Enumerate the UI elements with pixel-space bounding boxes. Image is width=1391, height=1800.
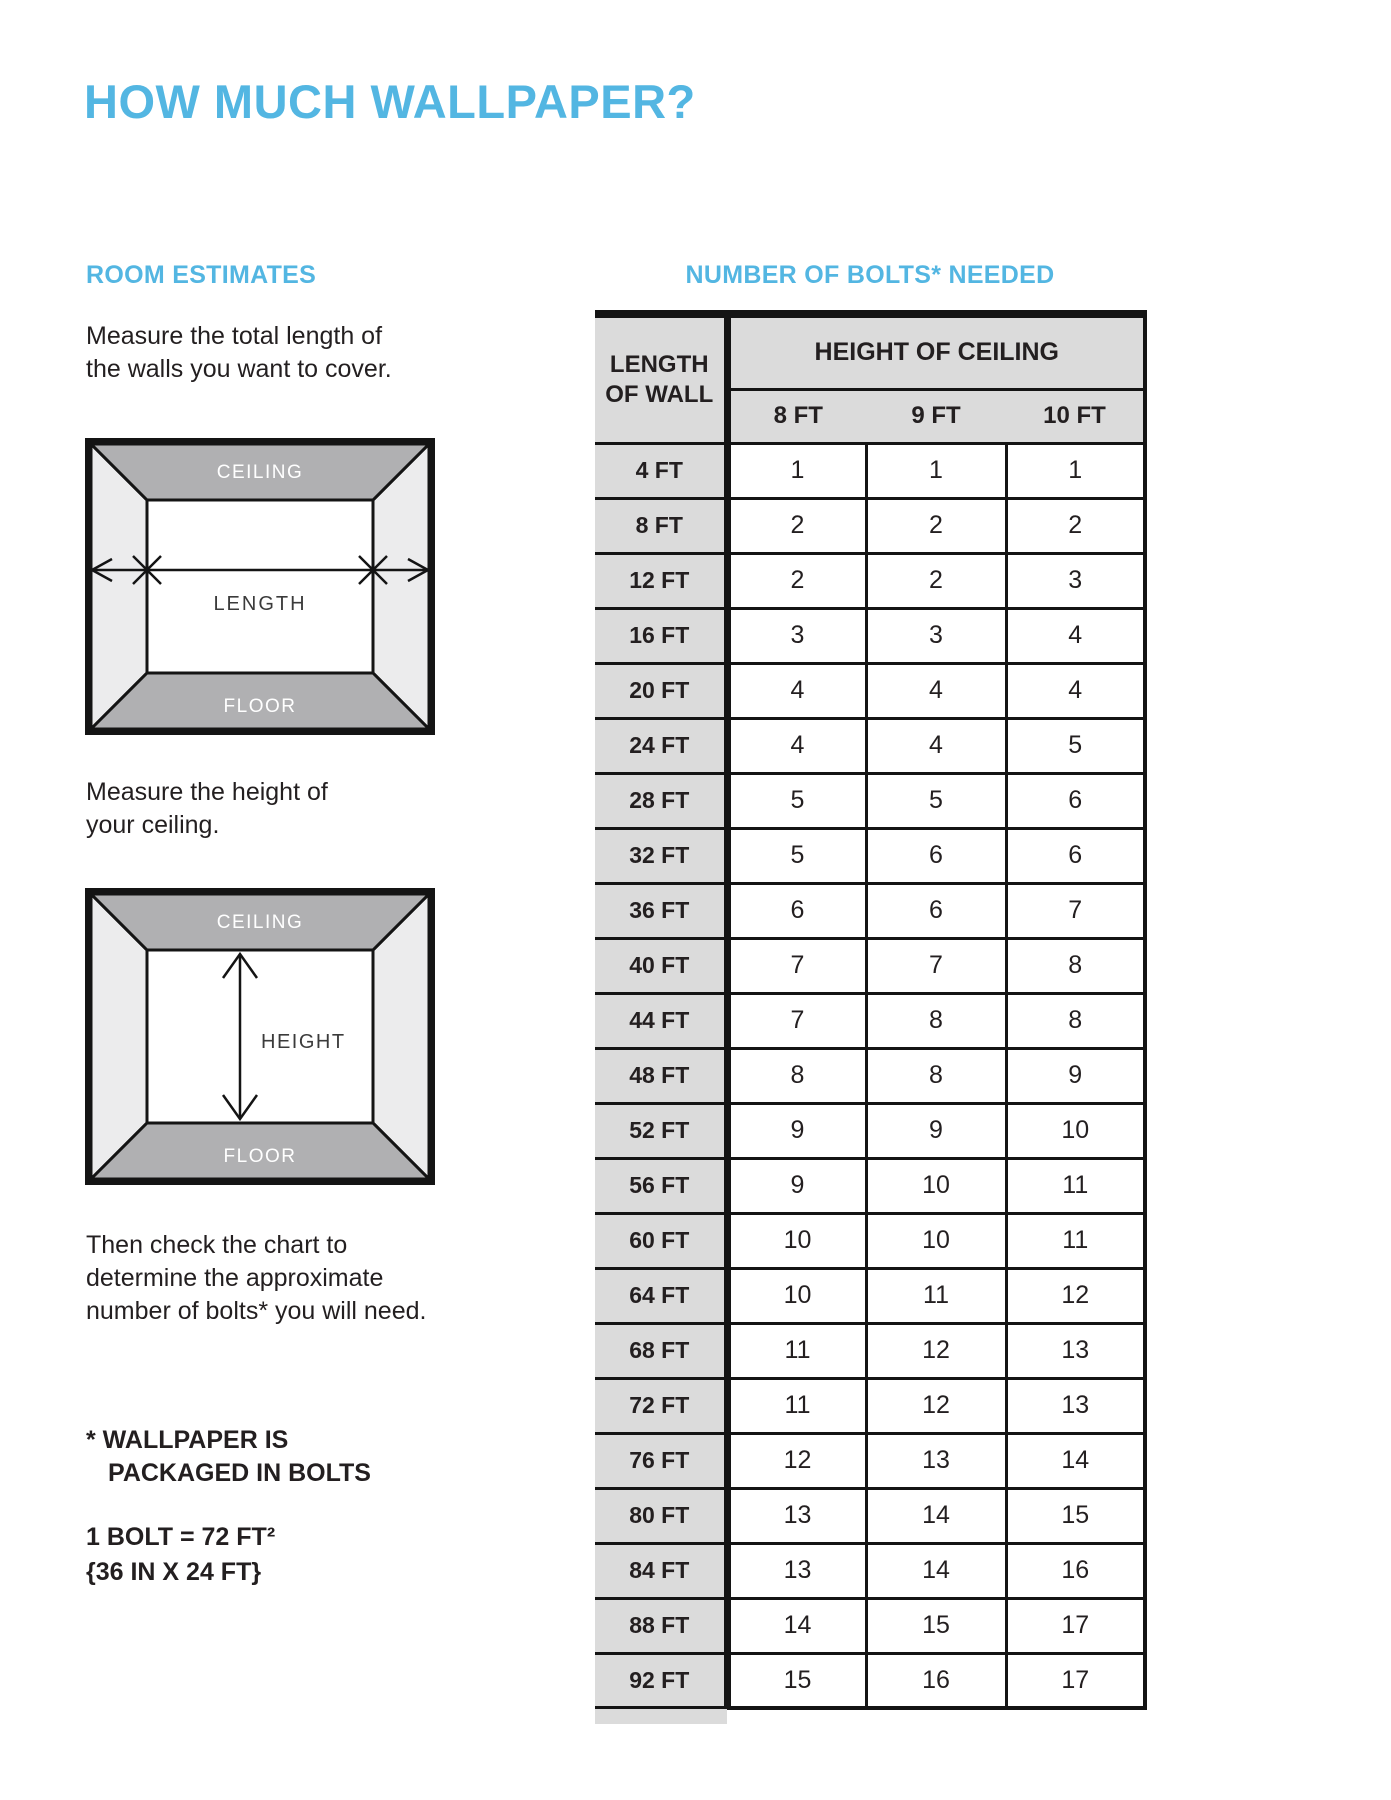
bolt-count-cell: 2	[866, 498, 1006, 553]
step1-line-2: the walls you want to cover.	[86, 355, 392, 383]
bolt-count-cell: 9	[727, 1103, 866, 1158]
table-row	[595, 1268, 1145, 1323]
back-wall	[147, 500, 373, 673]
table-row	[595, 938, 1145, 993]
wall-length-label: 12 FT	[595, 553, 727, 608]
step1-instruction	[86, 320, 392, 386]
bolt-count-cell: 11	[727, 1378, 866, 1433]
bolt-count-cell: 4	[727, 718, 866, 773]
bolt-count-cell: 2	[727, 553, 866, 608]
bolt-count-cell: 6	[1006, 828, 1145, 883]
bolt-count-cell: 5	[727, 773, 866, 828]
step2-line-1: Measure the height of	[86, 778, 328, 806]
bolt-count-cell: 14	[727, 1598, 866, 1653]
table-row	[595, 773, 1145, 828]
bolt-count-cell: 6	[1006, 773, 1145, 828]
table-row	[595, 1378, 1145, 1433]
bolt-count-cell: 11	[1006, 1158, 1145, 1213]
ceiling-label: CEILING	[216, 912, 304, 933]
bolt-count-cell: 9	[727, 1158, 866, 1213]
length-label: LENGTH	[213, 593, 307, 615]
bolt-count-cell: 7	[727, 993, 866, 1048]
table-row	[595, 1158, 1145, 1213]
floor-label: FLOOR	[223, 1146, 297, 1167]
bolt-count-cell: 10	[866, 1213, 1006, 1268]
bolt-count-cell: 17	[1006, 1653, 1145, 1708]
height-label: HEIGHT	[261, 1031, 346, 1053]
table-row	[595, 1433, 1145, 1488]
length-of-wall-header-line-1: LENGTH	[609, 350, 709, 378]
bolt-definition-line-1: 1 BOLT = 72 FT²	[86, 1523, 276, 1551]
wall-length-label: 72 FT	[595, 1378, 727, 1433]
bolt-count-cell: 5	[1006, 718, 1145, 773]
wall-length-label: 24 FT	[595, 718, 727, 773]
table-row	[595, 1488, 1145, 1543]
bolt-count-cell: 12	[727, 1433, 866, 1488]
bolt-count-cell: 4	[727, 663, 866, 718]
bolt-count-cell: 13	[1006, 1378, 1145, 1433]
table-row	[595, 993, 1145, 1048]
bolt-count-cell: 13	[1006, 1323, 1145, 1378]
room-estimates-heading: ROOM ESTIMATES	[86, 261, 317, 289]
wall-length-label: 28 FT	[595, 773, 727, 828]
bolt-count-cell: 4	[866, 718, 1006, 773]
bolt-count-cell: 17	[1006, 1598, 1145, 1653]
floor-label: FLOOR	[223, 696, 297, 717]
bolt-count-cell: 10	[727, 1213, 866, 1268]
bolt-count-cell: 3	[1006, 553, 1145, 608]
bolt-count-cell: 8	[727, 1048, 866, 1103]
bolt-count-cell: 3	[727, 608, 866, 663]
bolt-count-cell: 9	[866, 1103, 1006, 1158]
bolt-count-cell: 14	[866, 1488, 1006, 1543]
bolts-table	[595, 310, 1147, 1710]
wall-length-label: 8 FT	[595, 498, 727, 553]
wall-length-label: 76 FT	[595, 1433, 727, 1488]
bolt-count-cell: 4	[1006, 608, 1145, 663]
bolt-count-cell: 9	[1006, 1048, 1145, 1103]
table-row	[595, 553, 1145, 608]
height-of-ceiling-header: HEIGHT OF CEILING	[727, 314, 1145, 389]
wall-length-label: 52 FT	[595, 1103, 727, 1158]
table-row	[595, 1543, 1145, 1598]
bolt-count-cell: 8	[1006, 993, 1145, 1048]
step1-line-1: Measure the total length of	[86, 322, 383, 350]
bolt-definition	[86, 1520, 275, 1590]
table-row	[595, 1048, 1145, 1103]
step3-instruction	[86, 1229, 426, 1328]
bolt-count-cell: 7	[866, 938, 1006, 993]
table-row	[595, 718, 1145, 773]
wall-length-label: 60 FT	[595, 1213, 727, 1268]
step2-line-2: your ceiling.	[86, 811, 220, 839]
table-header-row-1	[595, 314, 1145, 389]
wall-length-label: 32 FT	[595, 828, 727, 883]
wall-length-label: 36 FT	[595, 883, 727, 938]
bolts-table-body	[595, 443, 1145, 1708]
bolt-count-cell: 5	[866, 773, 1006, 828]
wall-length-label: 48 FT	[595, 1048, 727, 1103]
bolt-count-cell: 16	[866, 1653, 1006, 1708]
bolt-count-cell: 14	[866, 1543, 1006, 1598]
ceiling-label: CEILING	[216, 462, 304, 483]
bolt-count-cell: 10	[1006, 1103, 1145, 1158]
wall-length-label: 92 FT	[595, 1653, 727, 1708]
wall-length-label: 44 FT	[595, 993, 727, 1048]
length-of-wall-header	[595, 314, 727, 443]
step2-instruction	[86, 776, 328, 842]
bolt-count-cell: 12	[866, 1378, 1006, 1433]
table-row	[595, 1103, 1145, 1158]
table-row	[595, 608, 1145, 663]
column-header-9ft: 9 FT	[866, 389, 1006, 443]
wall-length-label: 20 FT	[595, 663, 727, 718]
bolt-count-cell: 10	[866, 1158, 1006, 1213]
footnote-line-2: PACKAGED IN BOLTS	[108, 1459, 371, 1487]
bolt-count-cell: 2	[866, 553, 1006, 608]
bolt-count-cell: 13	[727, 1488, 866, 1543]
left-column-gray-tail	[595, 1709, 727, 1724]
wall-length-label: 80 FT	[595, 1488, 727, 1543]
bolt-count-cell: 2	[727, 498, 866, 553]
wall-length-label: 40 FT	[595, 938, 727, 993]
bolt-count-cell: 11	[1006, 1213, 1145, 1268]
step3-line-1: Then check the chart to	[86, 1231, 348, 1259]
page-title: HOW MUCH WALLPAPER?	[84, 75, 696, 128]
wall-length-label: 4 FT	[595, 443, 727, 498]
table-row	[595, 1323, 1145, 1378]
wall-length-label: 64 FT	[595, 1268, 727, 1323]
bolt-count-cell: 15	[1006, 1488, 1145, 1543]
table-row	[595, 443, 1145, 498]
bolt-count-cell: 7	[1006, 883, 1145, 938]
table-row	[595, 498, 1145, 553]
wall-length-label: 56 FT	[595, 1158, 727, 1213]
bolt-count-cell: 11	[727, 1323, 866, 1378]
bolt-count-cell: 14	[1006, 1433, 1145, 1488]
bolt-count-cell: 13	[727, 1543, 866, 1598]
bolt-count-cell: 4	[1006, 663, 1145, 718]
wallpaper-bolts-footnote	[86, 1424, 371, 1490]
bolt-count-cell: 7	[727, 938, 866, 993]
length-of-wall-header-line-2: OF WALL	[605, 380, 714, 408]
bolt-count-cell: 3	[866, 608, 1006, 663]
bolt-count-cell: 15	[866, 1598, 1006, 1653]
bolt-count-cell: 2	[1006, 498, 1145, 553]
table-row	[595, 883, 1145, 938]
wall-length-label: 68 FT	[595, 1323, 727, 1378]
bolt-count-cell: 1	[727, 443, 866, 498]
wall-length-label: 84 FT	[595, 1543, 727, 1598]
bolt-count-cell: 5	[727, 828, 866, 883]
bolt-count-cell: 8	[866, 993, 1006, 1048]
bolt-count-cell: 6	[727, 883, 866, 938]
bolt-count-cell: 11	[866, 1268, 1006, 1323]
bolts-table-heading: NUMBER OF BOLTS* NEEDED	[685, 261, 1055, 289]
room-length-diagram	[85, 438, 435, 735]
table-row	[595, 1653, 1145, 1708]
table-row	[595, 1213, 1145, 1268]
table-row	[595, 663, 1145, 718]
bolt-count-cell: 8	[1006, 938, 1145, 993]
column-header-10ft: 10 FT	[1006, 389, 1145, 443]
bolt-count-cell: 12	[1006, 1268, 1145, 1323]
table-row	[595, 828, 1145, 883]
bolt-count-cell: 10	[727, 1268, 866, 1323]
column-header-8ft: 8 FT	[727, 389, 866, 443]
room-height-diagram	[85, 888, 435, 1185]
bolt-count-cell: 13	[866, 1433, 1006, 1488]
bolt-count-cell: 1	[866, 443, 1006, 498]
wall-length-label: 88 FT	[595, 1598, 727, 1653]
bolt-count-cell: 6	[866, 883, 1006, 938]
bolt-count-cell: 8	[866, 1048, 1006, 1103]
step3-line-2: determine the approximate	[86, 1264, 384, 1292]
bolt-definition-line-2: {36 IN X 24 FT}	[86, 1558, 262, 1586]
bolt-count-cell: 16	[1006, 1543, 1145, 1598]
step3-line-3: number of bolts* you will need.	[86, 1297, 427, 1325]
bolt-count-cell: 4	[866, 663, 1006, 718]
footnote-line-1: * WALLPAPER IS	[86, 1426, 289, 1454]
bolt-count-cell: 12	[866, 1323, 1006, 1378]
wall-length-label: 16 FT	[595, 608, 727, 663]
bolt-count-cell: 6	[866, 828, 1006, 883]
table-row	[595, 1598, 1145, 1653]
bolt-count-cell: 1	[1006, 443, 1145, 498]
bolt-count-cell: 15	[727, 1653, 866, 1708]
